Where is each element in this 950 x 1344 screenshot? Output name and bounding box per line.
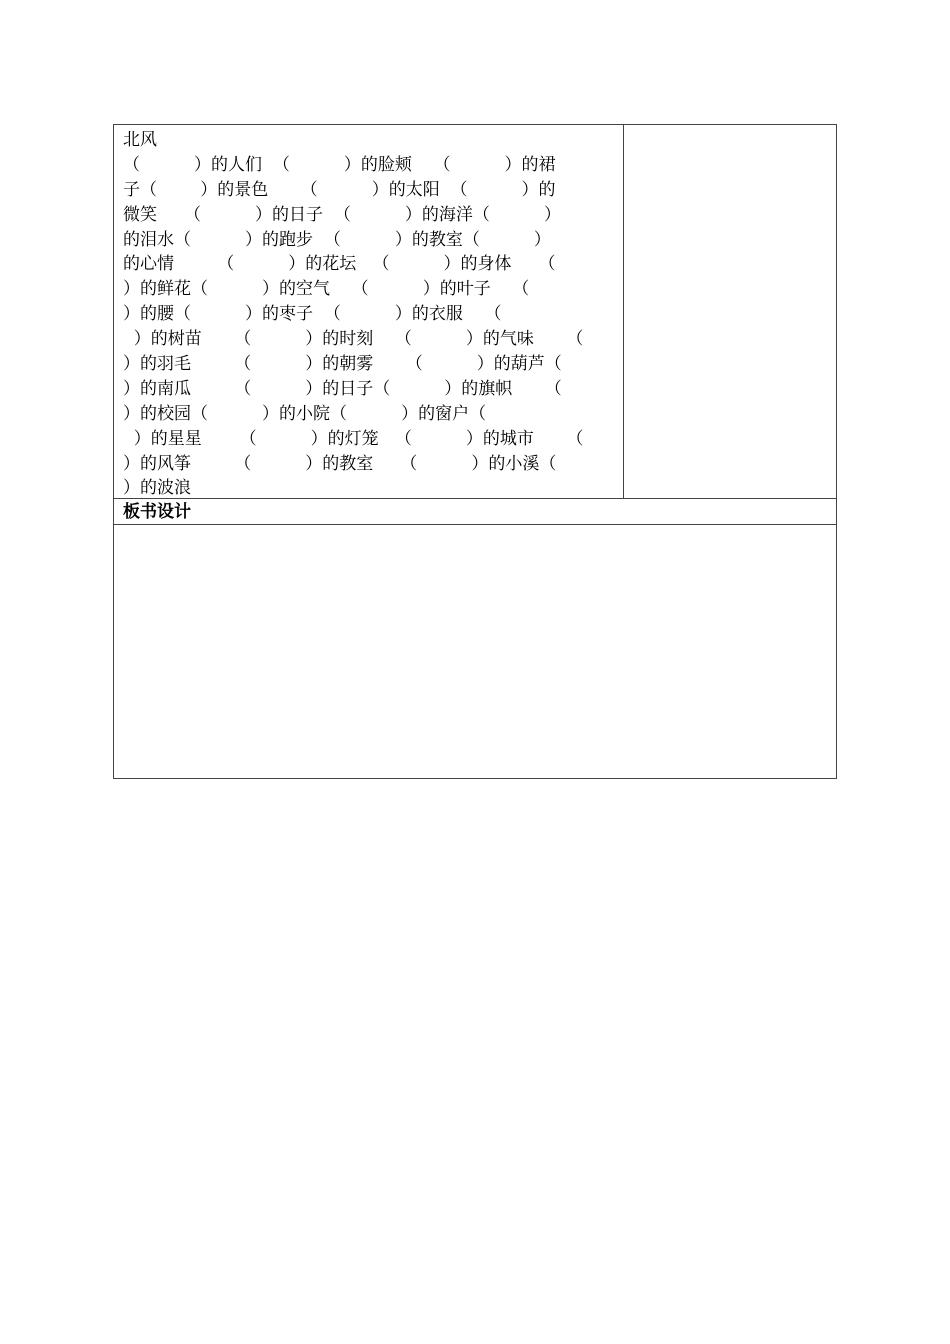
exercise-line: ）的羽毛 （ ）的朝雾 （ ）的葫芦（: [123, 354, 562, 375]
notes-cell: [624, 125, 836, 498]
exercise-line: （ ）的人们 （ ）的脸颊 （ ）的裙: [123, 154, 556, 175]
exercise-line: ）的校园（ ）的小院（ ）的窗户（: [123, 403, 487, 424]
exercise-line: ）的南瓜 （ ）的日子（ ）的旗帜 （: [123, 378, 562, 399]
exercise-line: ）的腰（ ）的枣子 （ ）的衣服 （: [123, 304, 502, 325]
exercise-row: [114, 125, 836, 499]
exercise-line: 的泪水（ ）的跑步 （ ）的教室（ ）: [123, 229, 551, 250]
exercise-line: ）的风筝 （ ）的教室 （ ）的小溪（: [123, 453, 557, 474]
exercise-line: ）的星星 （ ）的灯笼 （ ）的城市 （: [123, 428, 584, 449]
exercise-line: ）的鲜花（ ）的空气 （ ）的叶子 （: [123, 279, 530, 300]
lesson-plan-table: [113, 124, 837, 779]
exercise-line: 子（ ）的景色 （ ）的太阳 （ ）的: [123, 179, 556, 200]
board-design-area: [114, 525, 836, 778]
board-design-header: 板书设计: [114, 499, 836, 525]
exercise-cell: [114, 125, 624, 498]
exercise-line: ）的波浪: [123, 478, 191, 499]
exercise-line: 北风: [123, 130, 157, 150]
exercise-line: ）的树苗 （ ）的时刻 （ ）的气味 （: [123, 329, 584, 350]
exercise-line: 的心情 （ ）的花坛 （ ）的身体 （: [123, 254, 556, 275]
exercise-line: 微笑 （ ）的日子 （ ）的海洋（ ）: [123, 204, 561, 225]
